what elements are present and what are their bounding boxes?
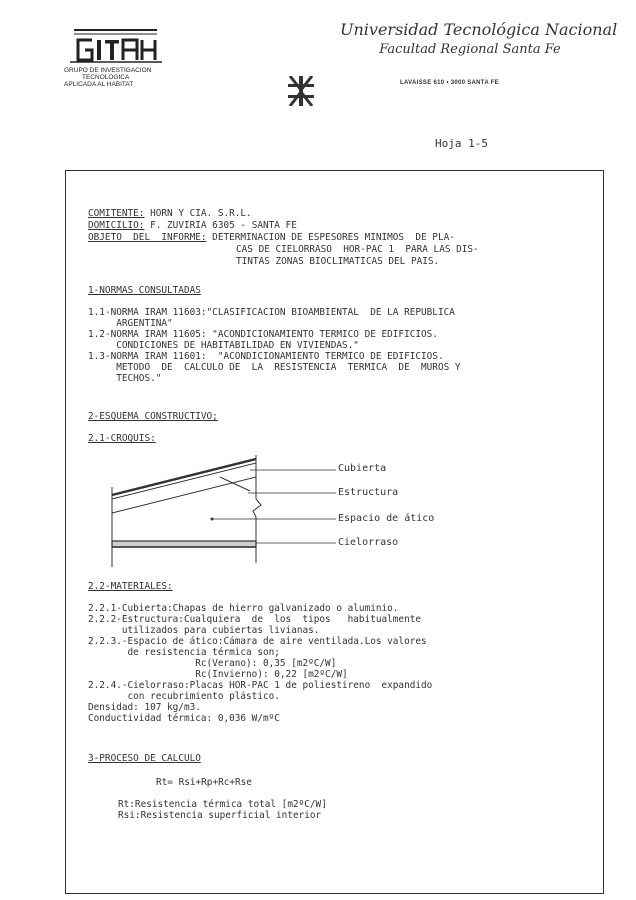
proceso-list [118, 799, 327, 821]
label-cielorraso: Cielorraso [338, 537, 399, 548]
normas-line: 1.1-NORMA IRAM 11603:"CLASIFICACION BIOAMBIENTAL DE LA REPUBLICA [88, 307, 455, 318]
normas-line: TECHOS." [88, 373, 162, 384]
objeto-row [88, 232, 455, 243]
normas-line: 1.2-NORMA IRAM 11605: "ACONDICIONAMIENTO TERMICO DE EDIFICIOS. [88, 329, 438, 340]
croquis-diagram [100, 455, 340, 585]
materiales-line: con recubrimiento plástico. [88, 691, 280, 702]
comitente-label: COMITENTE: [88, 208, 145, 219]
materiales-line: utilizados para cubiertas livianas. [88, 625, 320, 636]
normas-line: ARGENTINA" [88, 318, 173, 329]
cielorraso-panel [112, 541, 256, 547]
materiales-line: 2.2.1-Cubierta:Chapas de hierro galvanizado o aluminio. [88, 603, 399, 614]
utn-emblem-icon [288, 76, 314, 106]
cubierta-line [112, 459, 256, 495]
domicilio-value: F. ZUVIRIA 6305 - SANTA FE [144, 220, 297, 231]
logo-line-1: GRUPO DE INVESTIGACION [64, 67, 152, 74]
normas-line: 1.3-NORMA IRAM 11601: "ACONDICIONAMIENTO TERMICO DE EDIFICIOS. [88, 351, 444, 362]
university-address: LAVAISSE 610 • 3000 SANTA FE [400, 80, 499, 86]
materiales-line: Rc(Verano): 0,35 [m2ºC/W] [88, 658, 337, 669]
objeto-line-3: TINTAS ZONAS BIOCLIMATICAS DEL PAIS. [236, 256, 440, 267]
proceso-formula: Rt= Rsi+Rp+Rc+Rse [156, 777, 252, 788]
domicilio-label: DOMICILIO: [88, 220, 145, 231]
materiales-line: Rc(Invierno): 0,22 [m2ºC/W] [88, 669, 348, 680]
comitente-value: HORN Y CIA. S.R.L. [144, 208, 252, 219]
proceso-line: Rsi:Resistencia superficial interior [118, 810, 322, 821]
croquis-title: 2.1-CROQUIS: [88, 433, 156, 444]
label-cubierta: Cubierta [338, 463, 387, 474]
esquema-title: 2-ESQUEMA CONSTRUCTIVO; [88, 411, 218, 422]
materiales-line: 2.2.2-Estructura:Cualquiera de los tipos habitualmente [88, 614, 422, 625]
gitah-logo-icon [62, 26, 172, 66]
domicilio-row [88, 220, 297, 231]
proceso-line: Rt:Resistencia térmica total [m2ºC/W] [118, 799, 327, 810]
proceso-title: 3-PROCESO DE CALCULO [88, 753, 201, 764]
materiales-title: 2.2-MATERIALES: [88, 581, 173, 592]
normas-line: METODO DE CALCULO DE LA RESISTENCIA TERMICA DE MUROS Y [88, 362, 461, 373]
label-atico: Espacio de ático [338, 513, 435, 524]
university-name: Universidad Tecnológica Nacional [340, 20, 618, 39]
normas-line: CONDICIONES DE HABITABILIDAD EN VIVIENDAS." [88, 340, 359, 351]
estructura-line [112, 477, 256, 513]
materiales-line: 2.2.3.-Espacio de ático:Cámara de aire ventilada.Los valores [88, 636, 427, 647]
label-estructura: Estructura [338, 487, 399, 498]
logo-line-2: TECNOLOGICA [82, 74, 130, 81]
materiales-line: Conductividad térmica: 0,036 W/mºC [88, 713, 280, 724]
page-reference: Hoja 1-5 [435, 137, 488, 150]
faculty-name: Facultad Regional Santa Fe [379, 42, 561, 57]
comitente-row [88, 208, 252, 219]
logo-line-3: APLICADA AL HABITAT [64, 81, 134, 88]
materiales-line: de resistencia térmica son; [88, 647, 280, 658]
normas-title: 1-NORMAS CONSULTADAS [88, 285, 201, 296]
materiales-line: 2.2.4.-Cielorraso:Placas HOR-PAC 1 de poliestireno expandido [88, 680, 433, 691]
objeto-line-2: CAS DE CIELORRASO HOR-PAC 1 PARA LAS DIS- [236, 244, 479, 255]
materiales-list [88, 603, 432, 724]
gitah-logo [62, 26, 172, 106]
materiales-line: Densidad: 107 kg/m3. [88, 702, 201, 713]
objeto-line-1: DETERMINACION DE ESPESORES MINIMOS DE PLA- [206, 232, 455, 243]
normas-list [88, 307, 461, 384]
objeto-label: OBJETO DEL INFORME: [88, 232, 207, 243]
